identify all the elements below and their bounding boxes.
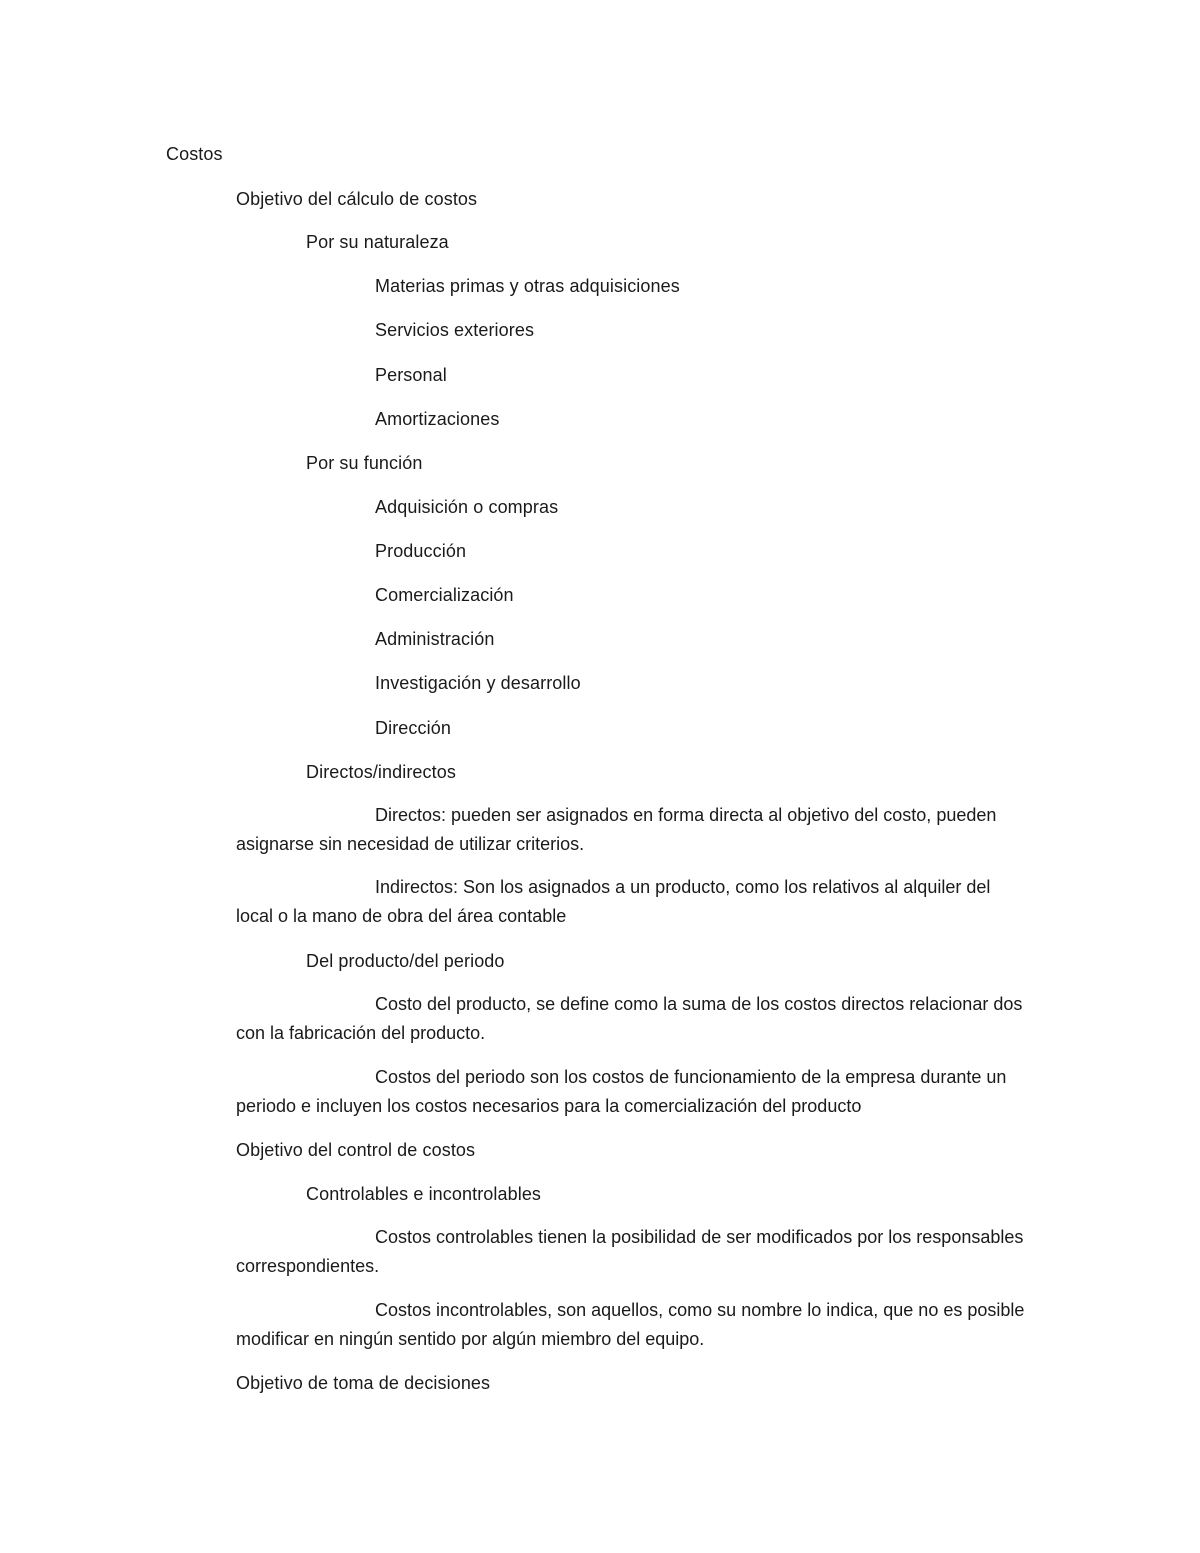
list-item: Amortizaciones	[375, 409, 500, 429]
paragraph-costo-periodo: Costos del periodo son los costos de funcionamiento de la empresa durante un periodo e incluyen los costos necesarios para la comercialización del producto	[236, 1067, 1007, 1116]
list-item: Dirección	[375, 718, 451, 738]
paragraph-directos: Directos: pueden ser asignados en forma directa al objetivo del costo, pueden asignarse sin necesidad de utilizar criterios.	[236, 805, 997, 854]
heading-producto: Del producto/del periodo	[306, 951, 505, 971]
list-item: Servicios exteriores	[375, 320, 535, 340]
list-item: Administración	[375, 629, 495, 649]
list-item: Investigación y desarrollo	[375, 673, 581, 693]
paragraph-costo-producto: Costo del producto, se define como la suma de los costos directos relacionar dos con la fabricación del producto.	[236, 994, 1023, 1043]
paragraph-controlables: Costos controlables tienen la posibilidad de ser modificados por los responsables correspondientes.	[236, 1227, 1024, 1276]
heading-calculo: Objetivo del cálculo de costos	[236, 189, 478, 209]
list-item: Personal	[375, 365, 447, 385]
heading-decisiones: Objetivo de toma de decisiones	[236, 1373, 491, 1393]
paragraph-indirectos: Indirectos: Son los asignados a un producto, como los relativos al alquiler del local o la mano de obra del área contable	[236, 877, 991, 926]
heading-directos: Directos/indirectos	[306, 762, 456, 782]
paragraph-incontrolables: Costos incontrolables, son aquellos, como su nombre lo indica, que no es posible modificar en ningún sentido por algún miembro del equipo.	[236, 1300, 1025, 1349]
heading-control: Objetivo del control de costos	[236, 1140, 476, 1160]
heading-naturaleza: Por su naturaleza	[306, 232, 449, 252]
list-item: Comercialización	[375, 585, 514, 605]
list-item: Materias primas y otras adquisiciones	[375, 276, 680, 296]
list-item: Producción	[375, 541, 467, 561]
heading-funcion: Por su función	[306, 453, 423, 473]
heading-controlables: Controlables e incontrolables	[306, 1184, 542, 1204]
document-title: Costos	[166, 144, 223, 164]
list-item: Adquisición o compras	[375, 497, 559, 517]
